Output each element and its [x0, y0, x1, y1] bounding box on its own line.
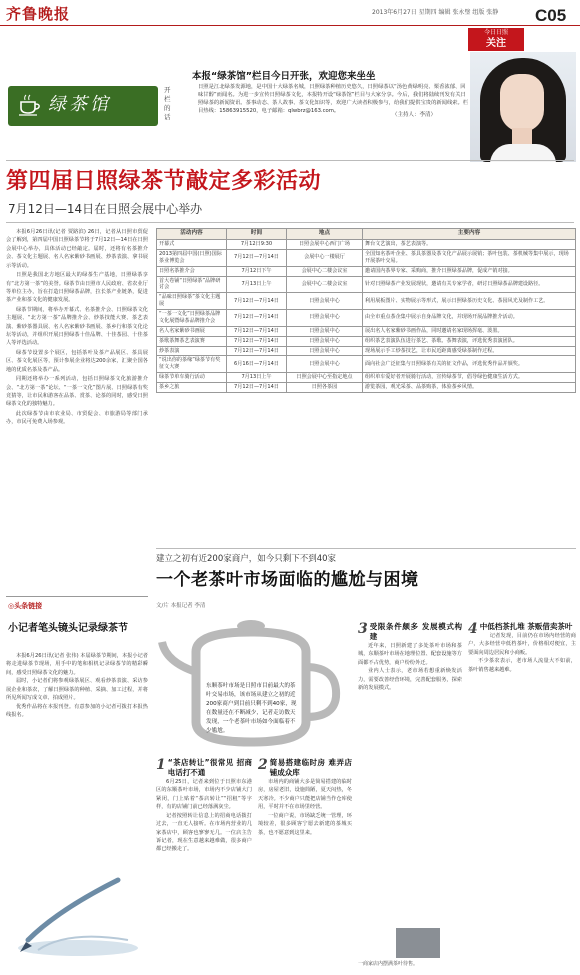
table-cell: 7月12日—7月14日 [227, 249, 287, 266]
paragraph: 此次绿茶节由市农业局、市贸促会、市旅游局等部门承办，市民可免费入场参观。 [6, 410, 148, 426]
main-subheadline: 7月12日—14日在日照会展中心举办 [8, 202, 203, 216]
table-cell: 游览茶园，观光采茶、品茶购茶，体验茶乡风情。 [363, 383, 576, 393]
column-header: 时间 [227, 229, 287, 240]
column-header: 主要内容 [363, 229, 576, 240]
edition-badge: 今日日照 [468, 28, 524, 37]
article-section-1 [156, 758, 252, 854]
sidebar-tag: ◎头条链接 [8, 602, 43, 610]
column-tagline: 开栏的话 [164, 86, 171, 121]
table-header-row [157, 229, 576, 240]
article-byline: 文/片 本报记者 李清 [156, 603, 206, 609]
table-cell: 日照会展中心 [287, 293, 363, 310]
column-editor: （主持人：李清） [392, 112, 437, 118]
page-number: C05 [535, 6, 567, 25]
table-cell: “说出你的茶缘”绿茶节有奖征文大赛 [157, 356, 227, 373]
table-cell: 组织茶艺表演队伍进行茶艺、茶歌、茶舞表演，评选优秀表演团队。 [363, 336, 576, 346]
table-cell: 6月16日—7月14日 [227, 356, 287, 373]
table-cell: 开幕式 [157, 240, 227, 250]
table-cell: 日照会展中心 [287, 346, 363, 356]
paragraph: 绿茶节期间，将举办开幕式、名茶推介会、日照绿茶文化主题展、“北方第一茶”品牌推介会、炒茶技能大赛、茶艺表演、紫砂茶器具展、名人名家紫砂书画展、茶乡行和茶文化论坛等活动，并组织开展日照绿茶十佳品牌、十佳茶园、十佳茶人等评选活动。 [6, 306, 148, 347]
table-row [157, 356, 576, 373]
table-cell: 7月12日—7月14日 [227, 326, 287, 336]
table-cell: 展出名人名家紫砂书画作品，同时邀请名家现场挥毫、泼墨。 [363, 326, 576, 336]
section-name: 关注 [468, 37, 524, 51]
column-title: 本报“绿茶馆”栏目今日开张，欢迎您来坐坐 [192, 71, 376, 82]
article-section-2 [258, 758, 352, 837]
section-number: 4 [468, 621, 478, 637]
sidebar-title: 小记者笔头镜头记录绿茶节 [8, 623, 128, 634]
article-title: 一个老茶叶市场面临的尴尬与困境 [156, 570, 419, 590]
table-cell: 面向社会广泛征集与日照绿茶有关的征文作品，评选优秀作品并颁奖。 [363, 356, 576, 373]
section-heading: 3 受限条件颇多 发展模式构建 [358, 621, 462, 641]
column-header: 活动内容 [157, 229, 227, 240]
table-cell: 日照会展中心 [287, 336, 363, 346]
table-cell: 由全市重点茶企集中展示自身品牌文化，并现场开展品牌推介活动。 [363, 310, 576, 327]
column-description: 日照是江北绿茶发源地，是中国十大绿茶名城，日照绿茶种植历史悠久，日照绿茶以“汤色黄绿明亮、栗香浓郁、回味甘醇”而闻名。为进一步宣传日照绿茶文化，本报特开设“绿茶馆”栏目与大家分享。今后，我们将陆续刊发有关日照绿茶的新闻资讯、茶事动态、茶人故事、茶文化知识等，欢迎广大读者积极参与，给我们提供宝贵的新闻线索。栏目热线：15863915520，电子邮箱：qlwbrz@163.com。 [198, 84, 469, 114]
table-row [157, 373, 576, 383]
paragraph: 记者发现，目前仍在市场内经营的商户，大多经营中低档茶叶，价格相对便宜，主要面向周边居民和小商贩。 [468, 633, 576, 656]
table-cell: 会展中心一楼展厅 [287, 249, 363, 266]
table-cell: 日照会展中心西门广场 [287, 240, 363, 250]
divider [6, 222, 574, 223]
newspaper-brand: 齐鲁晚报 [6, 5, 71, 23]
table-cell: 日照会展中心至指定地点 [287, 373, 363, 383]
paragraph: 业内人士表示，老市场若想重新焕发活力，需要改善经营环境，完善配套服务，探索新的发展模式。 [358, 668, 462, 692]
table-cell: 针对日照绿茶产业发展现状，邀请有关专家学者，研讨日照绿茶品牌建设路径。 [363, 276, 576, 293]
table-cell: 首大卷铺“日照绿茶”品牌研讨会 [157, 276, 227, 293]
table-cell: 现场展示手工炒茶技艺，让市民近距离感受绿茶制作过程。 [363, 346, 576, 356]
table-row [157, 240, 576, 250]
table-cell: 邀请国内茶界专家、采购商，推介日照绿茶品牌，促成产销对接。 [363, 266, 576, 276]
paragraph: 届时，小记者们将参观绿茶展区、观看炒茶表演、采访参展企业和茶农，了解日照绿茶的种植、采摘、加工过程，并将所见所闻写成文章、拍成照片。 [6, 678, 148, 702]
table-cell: 日照名茶推介会 [157, 266, 227, 276]
section-number: 1 [156, 757, 166, 773]
paragraph: 6月25日，记者来到位于日照市东港区的东顺茶叶市场，市场内不少店铺大门紧闭，门上贴着“茶店转让”“招租”等字样，有的店铺门前已经落满灰尘。 [156, 779, 252, 811]
column-header: 地点 [287, 229, 363, 240]
article-section-4 [468, 622, 576, 674]
dateline: 2013年6月27日 星期四 编辑 张永璧 组版 张静 [372, 9, 499, 16]
table-cell: 绿茶节单车骑行活动 [157, 373, 227, 383]
table-cell: 7月12日—7月14日 [227, 346, 287, 356]
table-cell: 茶乡之旅 [157, 383, 227, 393]
paragraph: 优秀作品将在本报刊登。有意参加的小记者可拨打本报热线报名。 [6, 703, 148, 718]
section-heading: 1 “茶店转让”很常见 招商电话打不通 [156, 757, 252, 777]
table-cell: 组织单车爱好者开展骑行活动，宣传绿茶节，倡导绿色健康生活方式。 [363, 373, 576, 383]
photo-caption: 一商家店内摆满茶叶待售。 [358, 961, 419, 967]
divider [156, 548, 576, 549]
table-row [157, 310, 576, 327]
table-cell: 7月12日—7月14日 [227, 383, 287, 393]
paragraph: 本报6月26日讯(记者 贾路滨) 26日，记者从日照市贸促会了解到，第四届中国日照绿茶节将于7月12日—14日在日照会展中心举办，具体活动已经敲定。届时，还将有名茶推介会、茶文化主题展、名人名家紫砂书画展、炒茶表演、拿书展示等活动。 [6, 229, 148, 269]
table-row [157, 249, 576, 266]
teacup-icon [18, 94, 42, 116]
table-cell: 全国知名茶叶企业、茶具茶器及茶文化产品展示展销；茶叶包装、茶机械等集中展示，现场开展茶叶交易。 [363, 249, 576, 266]
column-logo [8, 86, 158, 126]
table-row [157, 383, 576, 393]
table-cell: 日照各茶园 [287, 383, 363, 393]
paragraph: 市场内的商铺大多是简易搭建的临时房，房屋老旧，设施简陋，夏天闷热，冬天寒冷。不少商户只能把店铺当作仓库使用，平时并不在市场里经营。 [258, 779, 352, 811]
table-cell: 名人名家紫砂书画展 [157, 326, 227, 336]
sidebar-article [6, 652, 148, 719]
table-row [157, 266, 576, 276]
table-cell: 7月12日—7月14日 [227, 293, 287, 310]
divider [6, 160, 574, 161]
activity-schedule-table [156, 228, 576, 393]
paragraph: 绿茶节设置多个展区，包括茶叶及茶产品展区、茶具展区、茶文化展区等，预计参展企业将达200余家，汇聚全国各地的优质名茶及茶产品。 [6, 349, 148, 373]
table-cell: 7月13日上午 [227, 276, 287, 293]
table-cell: 舞台文艺演出，茶艺表演等。 [363, 240, 576, 250]
section-number: 3 [358, 621, 368, 637]
pen-icon [8, 870, 148, 960]
table-cell: 会展中心二楼会议室 [287, 266, 363, 276]
article-kicker: 建立之初有近200家商户，如今只剩下不到40家 [156, 554, 337, 564]
paragraph: 本报6月26日讯(记者 张伟) 本届绿茶节期间，本报小记者将走进绿茶节现场，用手中的笔和相机记录绿茶节的精彩瞬间，感受日照绿茶文化的魅力。 [6, 653, 148, 676]
teapot-caption: 东顺茶叶市场是日照市目前最大的茶叶交易市场，该市场从建立之初的近200家商户到目前只剩不到40家，现在数量还在不断减少，记者走访数天发现，一个老茶叶市场如今面临着不少尴尬。 [206, 683, 297, 734]
table-cell: 会展中心二楼会议室 [287, 276, 363, 293]
table-cell: 炒茶表演 [157, 346, 227, 356]
section-heading: 2 简易搭建临时房 难弄店铺成众库 [258, 757, 352, 777]
table-cell: 日照会展中心 [287, 326, 363, 336]
paragraph: 一位商户说，市场缺乏统一管理，环境较差，很多顾客宁愿去新建的茶城买茶，也不愿意到这里来。 [258, 812, 352, 836]
table-row [157, 346, 576, 356]
table-row [157, 293, 576, 310]
paragraph: 日照是我国北方地区最大的绿茶生产基地，日照绿茶享有“北方第一茶”的美誉。绿茶节由日照市人民政府、省农业厅等单位主办，旨在打造日照绿茶品牌，拉长茶产业链条，促进茶产业和茶文化的健康发展。 [6, 272, 148, 304]
table-cell: 7月12日9:30 [227, 240, 287, 250]
table-cell: 日照会展中心 [287, 310, 363, 327]
paragraph: 不少茶农表示，老市场人流量大不如前，茶叶销售越来越难。 [468, 658, 576, 673]
paragraph: 记者按照转让信息上的招商电话拨打过去，一直无人接听。在市场内营业的几家茶店中，顾客也寥寥无几。一位店主告诉记者，现在生意越来越难做，很多商户都已经搬走了。 [156, 812, 252, 853]
table-row [157, 336, 576, 346]
table-row [157, 326, 576, 336]
shop-photo [396, 928, 440, 958]
host-portrait-photo [470, 52, 576, 162]
section-number: 2 [258, 757, 268, 773]
table-row [157, 276, 576, 293]
table-cell: 茶歌茶舞茶艺表演赛 [157, 336, 227, 346]
table-cell: 日照会展中心 [287, 356, 363, 373]
article-section-3 [358, 622, 462, 693]
paragraph: 近年来，日照新建了多处茶叶市场和茶城，东顺茶叶市场在地理位置、配套设施等方面都不占优势，商户纷纷外迁。 [358, 643, 462, 666]
table-cell: “品味日照绿茶”茶文化主题展 [157, 293, 227, 310]
main-headline: 第四届日照绿茶节敲定多彩活动 [6, 169, 322, 194]
table-cell: 7月13日上午 [227, 373, 287, 383]
table-cell: 7月12日—7月14日 [227, 336, 287, 346]
column-logo-text: 绿茶馆 [48, 94, 111, 115]
paragraph: 同期还将举办一系列活动，包括日照绿茶文化旅游推介会、“北方第一茶”论坛、“一茶一文化”图片展、日照绿茶有奖竞猜等，让市民和游客在品茶、赏茶、论茶的同时，感受日照绿茶文化的独特魅力。 [6, 376, 148, 408]
table-cell: “一茶一文化”日照绿茶品牌文化展暨绿茶品牌推介会 [157, 310, 227, 327]
divider [6, 596, 148, 597]
table-cell: 7月12日下午 [227, 266, 287, 276]
table-cell: 利用展板图片、实物展示等形式，展示日照绿茶历史文化、茶园风光及制作工艺。 [363, 293, 576, 310]
table-cell: 2013第四届中国(日照)国际茶业博览会 [157, 249, 227, 266]
lead-article [6, 228, 148, 428]
section-heading: 4 中低档茶扎堆 茶贩借卖茶叶 [468, 621, 573, 637]
table-cell: 7月12日—7月14日 [227, 310, 287, 327]
